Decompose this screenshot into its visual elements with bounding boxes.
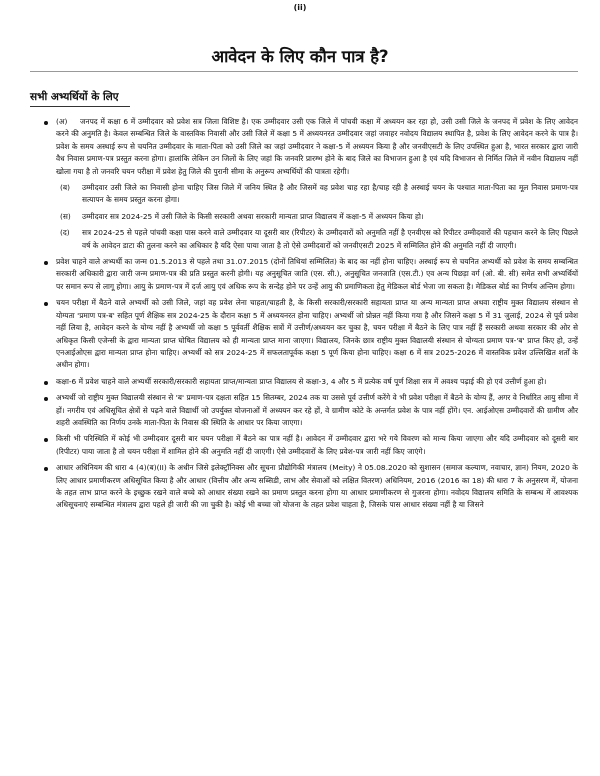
- eligibility-paragraph-class5: [30, 297, 578, 371]
- eligibility-paragraph-age: [30, 256, 578, 293]
- bullet-icon: [44, 438, 48, 442]
- item-text: उम्मीदवार सत्र 2024-25 में उसी जिले के किसी सरकारी अथवा सरकारी मान्यता प्राप्त विद्यालय में कक्षा-5 में अध्ययन किया हो।: [82, 211, 424, 221]
- item-label: (ब): [60, 183, 70, 193]
- eligibility-item-d: [30, 227, 578, 252]
- item-label: (स): [60, 211, 71, 221]
- item-label: (अ): [56, 117, 68, 126]
- eligibility-paragraph-nios: [30, 392, 578, 429]
- section-underline: [30, 106, 130, 107]
- bullet-icon: [44, 467, 48, 471]
- eligibility-paragraph-class3-5: [30, 376, 578, 388]
- eligibility-item-b: [30, 182, 578, 207]
- bullet-icon: [44, 121, 48, 125]
- paragraph-text: अभ्यर्थी जो राष्ट्रीय मुक्त विद्यालयी संस्थान से 'ब' प्रमाण-पत्र दक्षता सहित 15 सितम्बर, 2024 तक या उससे पूर्व उत्तीर्ण करेंगे वे भी प्रवेश परीक्षा में बैठने के योग्य हैं, अगर वे निर्धारित आयु सीमा में हों। नगरीय एवं अधिसूचित क्षेत्रों से पढ़ने वाले विद्यार्थी जो उपर्युक्त योजनाओं में अध्ययन कर रहे हों, वे ग्रामीण कोटे के अन्तर्गत प्रवेश के पात्र नहीं होंगे। एन. आईओएस उम्मीदवारों की ग्रामीण और शहरी अवस्थिति का निर्णय उनके माता-पिता के निवास की स्थिति के आधार पर किया जाएगा।: [56, 393, 578, 427]
- bullet-icon: [44, 381, 48, 385]
- section-heading: सभी अभ्यर्थियों के लिए: [30, 91, 119, 103]
- item-text: उम्मीदवार उसी जिले का निवासी होना चाहिए जिस जिले में जनिय स्थित है और जिसमें वह प्रवेश चाह रहा है/चाह रही है अस्थाई चयन के पश्चात माता-पिता का मूल निवास प्रमाण-पत्र सत्यापन के समय प्रस्तुत करना होगा।: [82, 183, 578, 205]
- paragraph-text: आधार अधिनियम की धारा 4 (4)(ब)(II) के अधीन जिसे इलेक्ट्रॉनिक्स और सूचना प्रौद्योगिकी मंत्रालय (Meity) ने 05.08.2020 को सुशासन (समाज कल्याण, नवाचार, ज्ञान) नियम, 2020 के लिए आधार प्रमाणीकरण अधिसूचित किया है और आधार (वित्तीय और अन्य सब्सिडी, लाभ और सेवाओं को लक्षित वितरण) अधिनियम, 2016 (2016 का 18) की धारा 7 के अनुसरण में, योजना के तहत लाभ प्राप्त करने के इच्छुक रखने वाले बच्चे को आधार संख्या रखने का प्रमाण प्रस्तुत करना होगा या आधार प्रमाणीकरण से गुजरना होगा। नवोदय विद्यालय समिति के सम्बन्ध में आवश्यक अधिसूचनाएं सम्बन्धित मंत्रालय द्वारा पहले ही जारी की जा चुकी है। कोई भी बच्चा जो योजना के तहत प्रवेश चाहता है, जिसके पास आधार संख्या नहीं है या जिसने: [56, 463, 578, 510]
- bullet-icon: [44, 302, 48, 306]
- eligibility-item-a: [30, 116, 578, 178]
- paragraph-text: चयन परीक्षा में बैठने वाले अभ्यर्थी को उसी जिले, जहां वह प्रवेश लेना चाहता/चाहती है, के किसी सरकारी/सरकारी सहायता प्राप्त या अन्य मान्यता प्राप्त अथवा राष्ट्रीय मुक्त विद्यालय संस्थान से योग्यता 'प्रमाण पत्र-ब' सहित पूर्ण शैक्षिक सत्र 2024-25 के दौरान कक्षा 5 में अध्ययनरत होना चाहिए। अभ्यर्थी जो प्रोन्नत नहीं किया गया है और जिसने कक्षा 5 में 31 जुलाई, 2024 से पूर्व प्रवेश नहीं लिया है, आवेदन करने के योग्य नहीं है अभ्यर्थी जो कक्षा 5 पूर्ववर्ती शैक्षिक सत्रों में उत्तीर्ण/अध्ययन कर चुका है, चयन परीक्षा में बैठने के लिए पात्र नहीं हैं सरकारी अथवा सरकार की ओर से अधिकृत किसी एजेन्सी के द्वारा मान्यता प्राप्त घोषित विद्यालय को ही मान्यता प्राप्त माना जाएगा। विद्यालय, जिनके छात्र राष्ट्रीय मुक्त विद्यालयी संस्थान से योग्यता प्रमाण पत्र-'ब' प्राप्त किए हो, उन्हें एनआईओएस द्वारा मान्यता प्राप्त होना चाहिए। अभ्यर्थी को सत्र 2024-25 में सफलतापूर्वक कक्षा 5 पूर्ण किया होना चाहिए। कक्षा 6 में सत्र 2025-2026 में वास्तविक प्रवेश उल्लिखित शर्तों के अधीन होगा।: [56, 298, 578, 370]
- eligibility-paragraph-repeater: [30, 433, 578, 458]
- page-title: आवेदन के लिए कौन पात्र है?: [211, 47, 389, 66]
- page-number: (ii): [293, 3, 307, 12]
- paragraph-text: कक्षा-6 में प्रवेश चाहने वाले अभ्यर्थी सरकारी/सरकारी सहायता प्राप्त/मान्यता प्राप्त विद्यालय से कक्षा-3, 4 और 5 में प्रत्येक वर्ष पूर्ण शिक्षा सत्र में अवश्य पढ़ाई की हो एवं उत्तीर्ण हुआ हो।: [56, 376, 547, 386]
- paragraph-text: प्रवेश चाहने वाले अभ्यर्थी का जन्म 01.5.2013 से पहले तथा 31.07.2015 (दोनों तिथियां सम्मिलित) के बाद का नहीं होना चाहिए। अस्थाई रूप से चयनित अभ्यर्थी को प्रवेश के समय सम्बन्धित सरकारी अधिकारी द्वारा जारी जन्म प्रमाण-पत्र की प्रति प्रस्तुत करनी होगी। यह अनुसूचित जाति (एस. सी.), अनुसूचित जनजाति (एस.टी.) एव अन्य पिछड़ा वर्ग (ओ. बी. सी) समेत सभी अभ्यर्थियों पर समान रूप से लागू होगा। आयु के प्रमाण-पत्र में दर्ज आयु एवं अधिक रूप के सन्देह होने पर उन्हें आयु की प्रमाणिकता हेतु मेडिकल बोर्ड भेजा जा सकता है। मेडिकल बोर्ड का निर्णय अन्तिम होगा।: [56, 257, 578, 291]
- eligibility-paragraph-aadhaar: [30, 462, 578, 512]
- item-text: जनपद में कक्षा 6 में उम्मीदवार को प्रवेश सत्र जिला विशिष्ट है। एक उम्मीदवार उसी एक जिले में पांचवी कक्षा में अध्ययन कर रहा हो, उसी उसी जिले के जनपद में प्रवेश के लिए आवेदन करने की अनुमति है। केवल सम्बन्धित जिले के वास्तविक निवासी और उसी जिले में कक्षा 5 में अध्ययनरत उम्मीदवार जहां जवाहर नवोदय विद्यालय स्थापित है, प्रवेश के लिए आवेदन करने के पात्र है। प्रवेश के समय अस्थाई रूप से चयनित उम्मीदवार के माता-पिता को उसी जिले का जहां उम्मीदवार ने कक्षा-5 में अध्ययन किया है और जनवीएसटी के लिए उपस्थित हुआ है, भारत सरकार द्वारा जारी वैध निवास प्रमाण-पत्र प्रस्तुत करना होगा। हालांकि लेकिन उन जिलों के लिए जहां कि जनवरि प्रारम्भ होने के बाद जिले का विभाजन हुआ है एवं यदि विभाजन से निर्मित जिले में नवीन विद्यालय नहीं खोला गया है तो जनवरि चयन परीक्षा में प्रवेश हेतु जिले की पुरानी सीमा के अनुरूप अभ्यर्थियों की पात्रता रहेगी।: [56, 117, 578, 176]
- eligibility-content: [30, 116, 578, 516]
- bullet-icon: [44, 397, 48, 401]
- bullet-icon: [44, 261, 48, 265]
- title-divider: [30, 71, 578, 72]
- eligibility-item-s: [30, 211, 578, 223]
- item-label: (द): [60, 228, 70, 238]
- item-text: सत्र 2024-25 से पहले पांचवी कक्षा पास करने वाले उम्मीदवार या दूसरी बार (रिपीटर) के उम्मीदवारों को अनुमति नहीं है एनवीएस को रिपीटर उम्मीदवारों की पहचान करने के लिए पिछले वर्ष के आवेदन डाटा की तुलना करने का अधिकार है यदि ऐसा पाया जाता है तो ऐसे उम्मीदवारों को जनवीएसटी 2025 में सम्मिलित होने की अनुमति नहीं दी जाएगी।: [82, 228, 578, 250]
- paragraph-text: किसी भी परिस्थिति में कोई भी उम्मीदवार दूसरी बार चयन परीक्षा में बैठने का पात्र नहीं है। आवेदन में उम्मीदवार द्वारा भरे गये विवरण को मान्य किया जाएगा और यदि उम्मीदवार को दूसरी बार (रिपीटर) पाया जाता है तो चयन परीक्षा में शामिल होने की अनुमति नहीं दी जाएगी। ऐसे उम्मीदवारों के लिए प्रवेश-पत्र जारी नहीं किए जाएंगे।: [56, 434, 578, 456]
